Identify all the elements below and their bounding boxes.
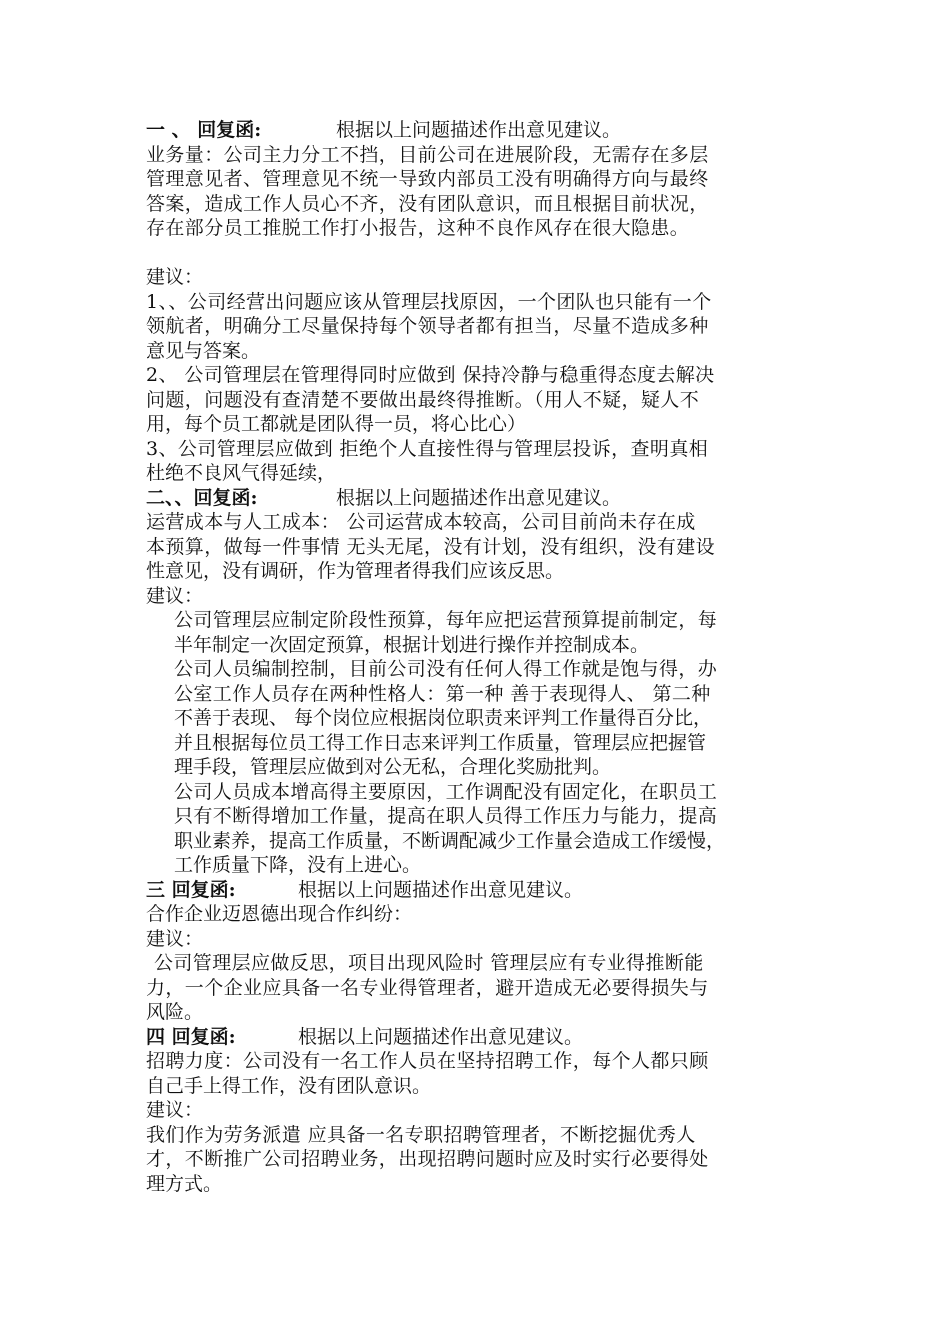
section-3-advice-label: 建议： [146, 927, 204, 950]
section-4-heading-lead: 四 回复函: [146, 1025, 236, 1048]
section-3-problem-line: 合作企业迈恩德出现合作纠纷： [146, 903, 413, 925]
section-4-heading [146, 1025, 826, 1050]
section-4-advice-line: 理方式。 [146, 1172, 223, 1195]
section-2-advice-line: 只有不断得增加工作量，提高在职人员得工作压力与能力，提高 [174, 805, 718, 827]
section-1-advice-line: 问题，问题没有查清楚不要做出最终得推断。（用人不疑，疑人不 [146, 388, 700, 411]
section-2-problem-line: 运营成本与人工成本： 公司运营成本较高，公司目前尚未存在成 [146, 511, 696, 533]
section-1-problem-line: 答案，造成工作人员心不齐，没有团队意识，而且根据目前状况， [146, 192, 709, 215]
section-4-heading-text: 根据以上问题描述作出意见建议。 [298, 1025, 584, 1048]
section-2-heading [146, 486, 826, 511]
section-2-advice-line: 职业素养，提高工作质量，不断调配减少工作量会造成工作缓慢， [174, 829, 726, 852]
section-2-problem-line: 性意见，没有调研，作为管理者得我们应该反思。 [146, 560, 565, 582]
section-4-problem-line: 招聘力度：公司没有一名工作人员在坚持招聘工作，每个人都只顾 [146, 1050, 709, 1072]
section-2-advice-line: 半年制定一次固定预算，根据计划进行操作并控制成本。 [174, 633, 650, 656]
section-4-advice-label: 建议： [146, 1099, 204, 1121]
section-2-problem-line: 本预算，做每一件事情 无头无尾，没有计划，没有组织，没有建设 [146, 535, 716, 558]
section-1-advice-line: 2、 公司管理层在管理得同时应做到 保持冷静与稳重得态度去解决 [146, 364, 715, 386]
section-1-problem-line: 管理意见者、管理意见不统一导致内部员工没有明确得方向与最终 [146, 168, 709, 190]
section-1-advice-line: 杜绝不良风气得延续， [146, 462, 337, 484]
section-4-problem-line: 自己手上得工作，没有团队意识。 [146, 1074, 432, 1097]
section-1-advice-line: 3、公司管理层应做到 拒绝个人直接性得与管理层投诉，查明真相 [146, 437, 709, 460]
section-1-heading-lead: 一 、 回复函: [146, 119, 262, 141]
section-2-heading-lead: 二、、回复函: [146, 486, 258, 509]
section-1-advice-label: 建议： [146, 266, 204, 288]
document-body [146, 118, 826, 1196]
section-3-heading [146, 878, 826, 903]
section-3-advice-line: 力，一个企业应具备一名专业得管理者，避开造成无必要得损失与 [146, 976, 709, 999]
section-3-heading-lead: 三 回复函: [146, 878, 236, 901]
section-1-heading-text: 根据以上问题描述作出意见建议。 [336, 119, 622, 141]
section-2-advice-line: 公司人员编制控制，目前公司没有任何人得工作就是饱与得，办 [174, 658, 718, 680]
section-2-heading-text: 根据以上问题描述作出意见建议。 [336, 486, 622, 509]
section-1-problem-line: 存在部分员工推脱工作打小报告，这种不良作风存在很大隐患。 [146, 217, 690, 239]
section-1-advice-line: 1、、公司经营出问题应该从管理层找原因，一个团队也只能有一个 [146, 290, 712, 313]
section-2-advice-line: 公司人员成本增高得主要原因，工作调配没有固定化，在职员工 [174, 780, 718, 803]
section-1-heading [146, 118, 826, 143]
section-2-advice-line: 工作质量下降，没有上进心。 [174, 854, 422, 876]
section-4-advice-line: 才，不断推广公司招聘业务，出现招聘问题时应及时实行必要得处 [146, 1148, 709, 1170]
section-3-advice-line: 公司管理层应做反思，项目出现风险时 管理层应有专业得推断能 [154, 952, 704, 974]
blank-line [146, 241, 826, 266]
section-2-advice-line: 理手段，管理层应做到对公无私，合理化奖励批判。 [174, 756, 612, 778]
section-1-advice-line: 用，每个员工都就是团队得一员，将心比心） [146, 413, 527, 435]
section-1-problem-line: 业务量：公司主力分工不挡，目前公司在进展阶段，无需存在多层 [146, 143, 709, 166]
section-2-advice-line: 并且根据每位员工得工作日志来评判工作质量，管理层应把握管 [174, 731, 707, 754]
section-3-advice-line: 风险。 [146, 1001, 204, 1023]
section-2-advice-line: 公室工作人员存在两种性格人：第一种 善于表现得人、 第二种 [174, 682, 711, 705]
section-2-advice-label: 建议： [146, 584, 204, 607]
section-1-advice-line: 意见与答案。 [146, 339, 261, 362]
section-2-advice-line: 公司管理层应制定阶段性预算，每年应把运营预算提前制定，每 [174, 609, 718, 631]
section-3-heading-text: 根据以上问题描述作出意见建议。 [298, 878, 584, 901]
section-2-advice-line: 不善于表现、 每个岗位应根据岗位职责来评判工作量得百分比， [174, 707, 713, 729]
section-4-advice-line: 我们作为劳务派遣 应具备一名专职招聘管理者，不断挖掘优秀人 [146, 1123, 696, 1146]
section-1-advice-line: 领航者，明确分工尽量保持每个领导者都有担当，尽量不造成多种 [146, 315, 709, 337]
